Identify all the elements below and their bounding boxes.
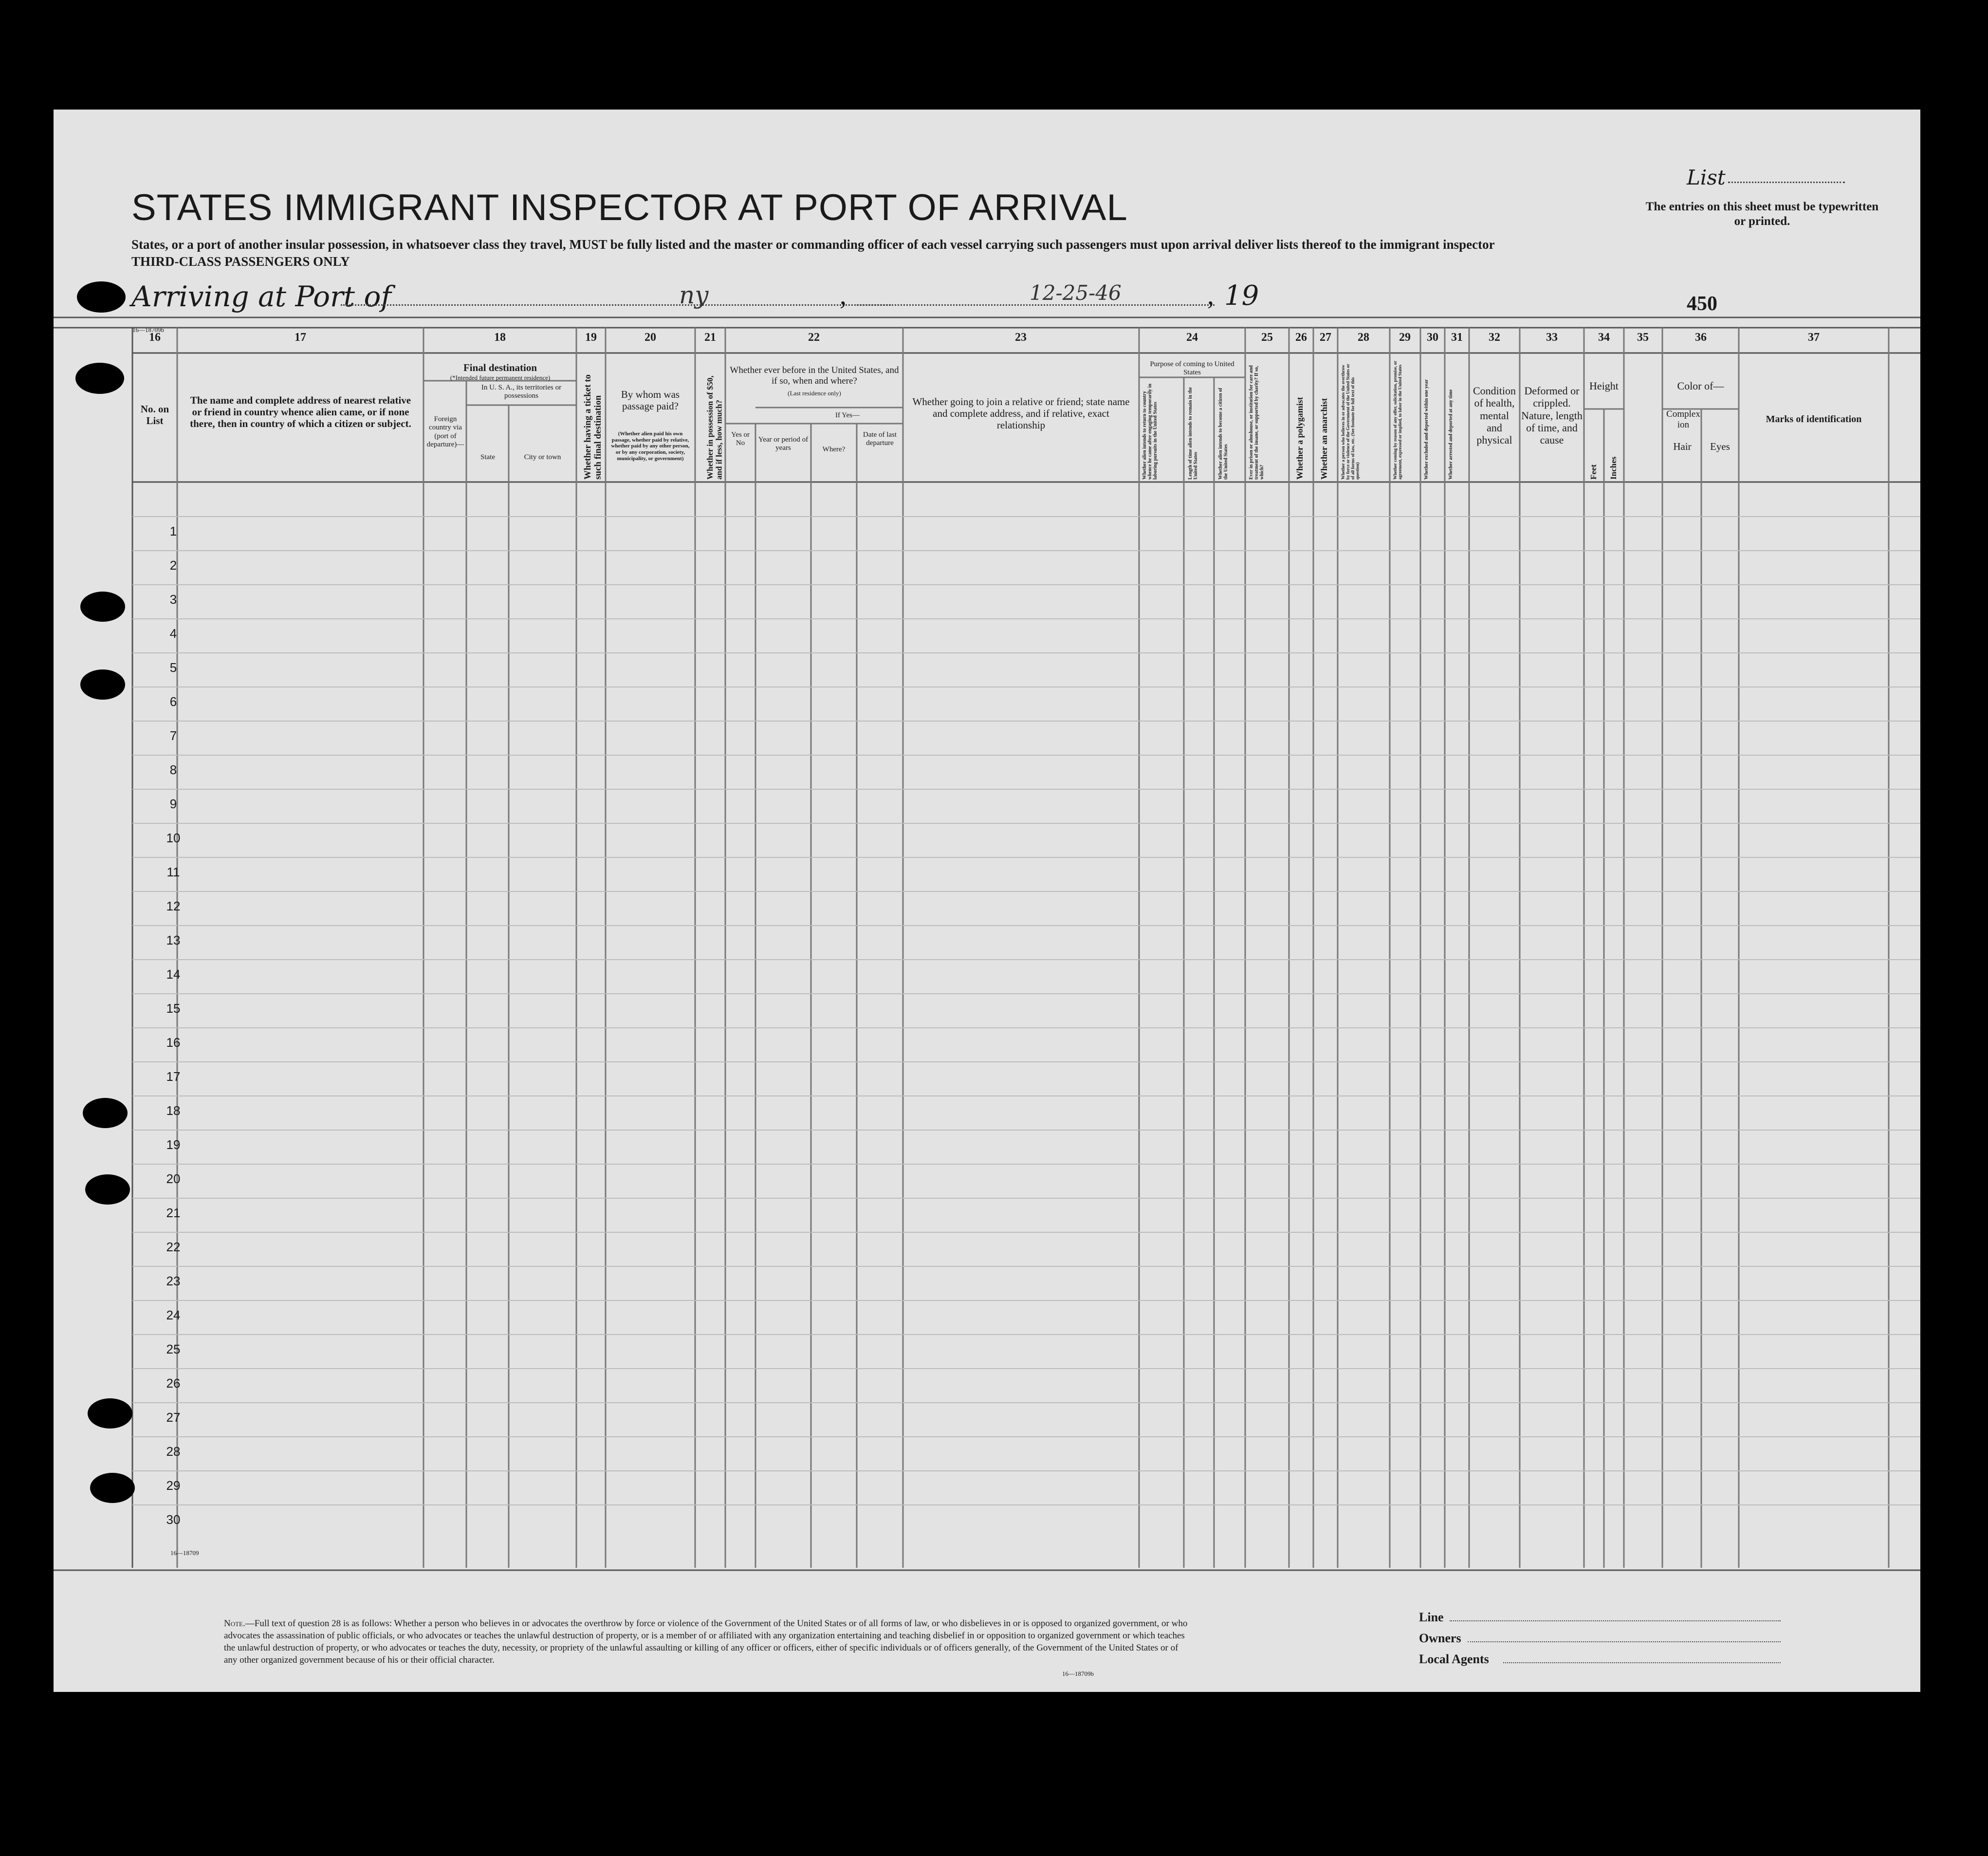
header-anarchist: Whether an anarchist (1319, 398, 1329, 480)
row-number: 8 (169, 762, 177, 777)
header-last-residence: (Last residence only) (788, 390, 841, 397)
header-city: City or town (524, 453, 561, 461)
header-labor-offer: Whether coming by reason of any offer, solicitation, promise, or agreement, expressed or implied, to labor in the United States (1393, 361, 1402, 480)
colnum-35: 35 (1637, 331, 1649, 344)
form-grid (54, 110, 1920, 1692)
header-health: Condition of health, mental and physical (1473, 385, 1516, 446)
header-purpose-c: Whether alien intends to become a citizen of the United States (1218, 388, 1229, 480)
form-title: STATES IMMIGRANT INSPECTOR AT PORT OF ARRIVAL (131, 187, 1128, 228)
header-purpose-b: Length of time alien intends to remain in the United States (1188, 387, 1198, 480)
header-hair: Hair (1673, 441, 1692, 452)
colnum-28: 28 (1358, 331, 1369, 344)
comma-2: , (1207, 280, 1214, 311)
header-state: State (480, 453, 495, 461)
footer-note (224, 1617, 1188, 1666)
header-purpose-a: Whether alien intends to return to country whence he came after engaging temporarily in laboring pursuits in the United States (1142, 384, 1158, 480)
footer-note-text: —Full text of question 28 is as follows: Whether a person who believes in or advocates the overthrow by force or violence of the Government of the United States or of all forms of law, or who disbelieves in or is opposed to organized government, or who advocates the assassination of public officials, or who advocates or teaches the unlawful destruction of property, or is a member of or affiliated with any organization entertaining and teaching disbelief in or opposition to organized government or which teaches the unlawful destruction of property, or who advocates or teaches the duty, necessity, or propriety of the unlawful assaulting or killing of any officer or officers, either of specific individuals or of officers generally, of the Government of the United States or of any other organized government because of his or their official character. (224, 1618, 1188, 1666)
arriving-label: Arriving at Port of (131, 280, 391, 313)
colnum-22: 22 (808, 331, 820, 344)
form-subtitle: States, or a port of another insular possession, in whatsoever class they travel, MUST be fully listed and the master or commanding officer of each vessel carrying such passengers must upon arrival deliver lists thereof to the immigrant inspector (131, 237, 1495, 252)
punch-hole (83, 1098, 128, 1128)
list-label: List (1687, 166, 1726, 189)
header-polygamist: Whether a polygamist (1295, 397, 1305, 480)
footer-note-label: Note. (224, 1618, 245, 1629)
row-number: 11 (166, 865, 180, 879)
header-nearest-relative: The name and complete address of nearest relative or friend in country whence alien came, or if none there, then in country of which a citizen or subject. (190, 394, 411, 430)
header-if-yes: If Yes— (835, 411, 860, 419)
row-number: 16 (166, 1035, 181, 1050)
header-passage-note: (Whether alien paid his own passage, whether paid by relative, whether paid by any other person, or by any corporation, society, municipality, or government) (611, 431, 690, 462)
header-complexion: Complexion (1666, 409, 1700, 430)
row-number: 5 (169, 660, 177, 675)
colnum-16: 16 (149, 331, 161, 344)
header-purpose: Purpose of coming to United States (1150, 360, 1234, 377)
punch-hole (77, 281, 126, 313)
form-sheet (54, 110, 1920, 1692)
header-period: Year or period of years (758, 436, 809, 452)
colnum-24: 24 (1186, 331, 1198, 344)
row-number: 22 (166, 1240, 181, 1254)
header-final-destination-note: (*Intended future permanent residence) (450, 374, 551, 381)
row-number: 20 (166, 1171, 181, 1186)
header-yes-no: Yes or No (731, 431, 750, 447)
header-eyes: Eyes (1710, 441, 1730, 452)
colnum-19: 19 (585, 331, 597, 344)
row-number: 23 (166, 1274, 181, 1288)
colnum-26: 26 (1295, 331, 1307, 344)
colnum-30: 30 (1427, 331, 1438, 344)
row-number: 10 (166, 831, 181, 845)
row-number: 12 (166, 899, 181, 913)
row-number: 26 (166, 1376, 181, 1391)
header-where: Where? (822, 445, 846, 453)
colnum-21: 21 (704, 331, 716, 344)
header-passage-paid: By whom was passage paid? (621, 389, 680, 412)
row-number: 4 (169, 626, 177, 641)
colnum-32: 32 (1489, 331, 1500, 344)
punch-hole (88, 1398, 132, 1429)
header-excluded: Whether excluded and deported within one year (1424, 379, 1429, 480)
header-in-usa: In U. S. A., its territories or possessions (481, 384, 562, 400)
punch-hole (90, 1473, 135, 1503)
footer-note-code: 16—18709b (1062, 1670, 1094, 1677)
colnum-36: 36 (1695, 331, 1707, 344)
colnum-34: 34 (1598, 331, 1610, 344)
colnum-33: 33 (1546, 331, 1558, 344)
row-number: 6 (169, 694, 177, 709)
owners-field[interactable] (1468, 1641, 1781, 1642)
row-number: 15 (166, 1001, 181, 1016)
header-foreign-country: Foreign country via (port of departure)— (426, 415, 464, 448)
header-fifty-dollars: Whether in possession of $50, and if less, how much? (705, 375, 724, 480)
punch-hole (80, 669, 125, 700)
header-arrested: Whether arrested and deported at any time (1448, 389, 1454, 480)
colnum-31: 31 (1451, 331, 1463, 344)
row-number: 14 (166, 967, 181, 982)
header-ever-before: Whether ever before in the United States, and if so, when and where? (730, 365, 899, 386)
line-field[interactable] (1450, 1620, 1781, 1621)
colnum-29: 29 (1399, 331, 1411, 344)
row-number: 17 (166, 1069, 181, 1084)
header-prison: Ever in prison or almshouse, or institution for care and treatment of the insane, or supported by charity? If so, which? (1249, 365, 1265, 480)
header-inches: Inches (1609, 456, 1618, 480)
header-marks-identification: Marks of identification (1766, 414, 1862, 425)
row-number: 7 (169, 728, 177, 743)
row-number: 24 (166, 1308, 181, 1322)
header-color-of: Color of— (1677, 380, 1724, 392)
form-code-bottom: 16—18709 (170, 1549, 199, 1557)
row-number: 19 (166, 1137, 181, 1152)
header-height: Height (1589, 380, 1619, 392)
header-ticket: Whether having a ticket to such final destination (583, 374, 603, 480)
row-number: 21 (166, 1206, 181, 1220)
header-feet: Feet (1589, 464, 1598, 480)
header-overthrow: Whether a person who believes in or advocates the overthrow by force or violence of the Government of the United States or of all forms of law, etc. (See footnote for full text of this question) (1341, 364, 1360, 480)
line-label: Line (1419, 1610, 1444, 1624)
port-handwritten: ny (679, 281, 709, 309)
local-agents-field[interactable] (1503, 1662, 1781, 1663)
typewritten-instruction: The entries on this sheet must be typewritten or printed. (1645, 200, 1879, 228)
header-no-on-list: No. on List (140, 403, 169, 427)
row-number: 25 (166, 1342, 181, 1356)
row-number: 3 (169, 592, 177, 607)
row-number: 28 (166, 1444, 181, 1459)
local-agents-label: Local Agents (1419, 1652, 1489, 1666)
class-line: THIRD-CLASS PASSENGERS ONLY (131, 254, 350, 269)
row-number: 27 (166, 1410, 181, 1425)
owners-label: Owners (1419, 1631, 1461, 1645)
date-handwritten: 12-25-46 (1030, 281, 1122, 305)
colnum-25: 25 (1261, 331, 1273, 344)
comma: , (840, 280, 847, 311)
colnum-23: 23 (1015, 331, 1027, 344)
punch-hole (75, 363, 124, 394)
header-deformed: Deformed or crippled. Nature, length of time, and cause (1521, 385, 1583, 446)
row-number: 30 (166, 1512, 181, 1527)
row-number: 29 (166, 1478, 181, 1493)
row-number: 9 (169, 797, 177, 811)
header-final-destination: Final destination (463, 362, 537, 373)
punch-hole (80, 592, 125, 622)
header-going-to-join: Whether going to join a relative or friend; state name and complete address, and if relative, exact relationship (912, 396, 1130, 431)
form-code-top: 16—18709b (132, 326, 164, 334)
header-date-departure: Date of last departure (863, 431, 897, 447)
row-number: 18 (166, 1103, 181, 1118)
colnum-37: 37 (1808, 331, 1820, 344)
colnum-27: 27 (1320, 331, 1331, 344)
row-number: 13 (166, 933, 181, 947)
colnum-20: 20 (644, 331, 656, 344)
sheet-number: 450 (1687, 293, 1717, 315)
row-number: 1 (169, 524, 177, 538)
punch-hole (85, 1174, 130, 1205)
row-number: 2 (169, 558, 177, 573)
colnum-17: 17 (295, 331, 306, 344)
year-prefix: 19 (1224, 280, 1259, 312)
colnum-18: 18 (494, 331, 506, 344)
